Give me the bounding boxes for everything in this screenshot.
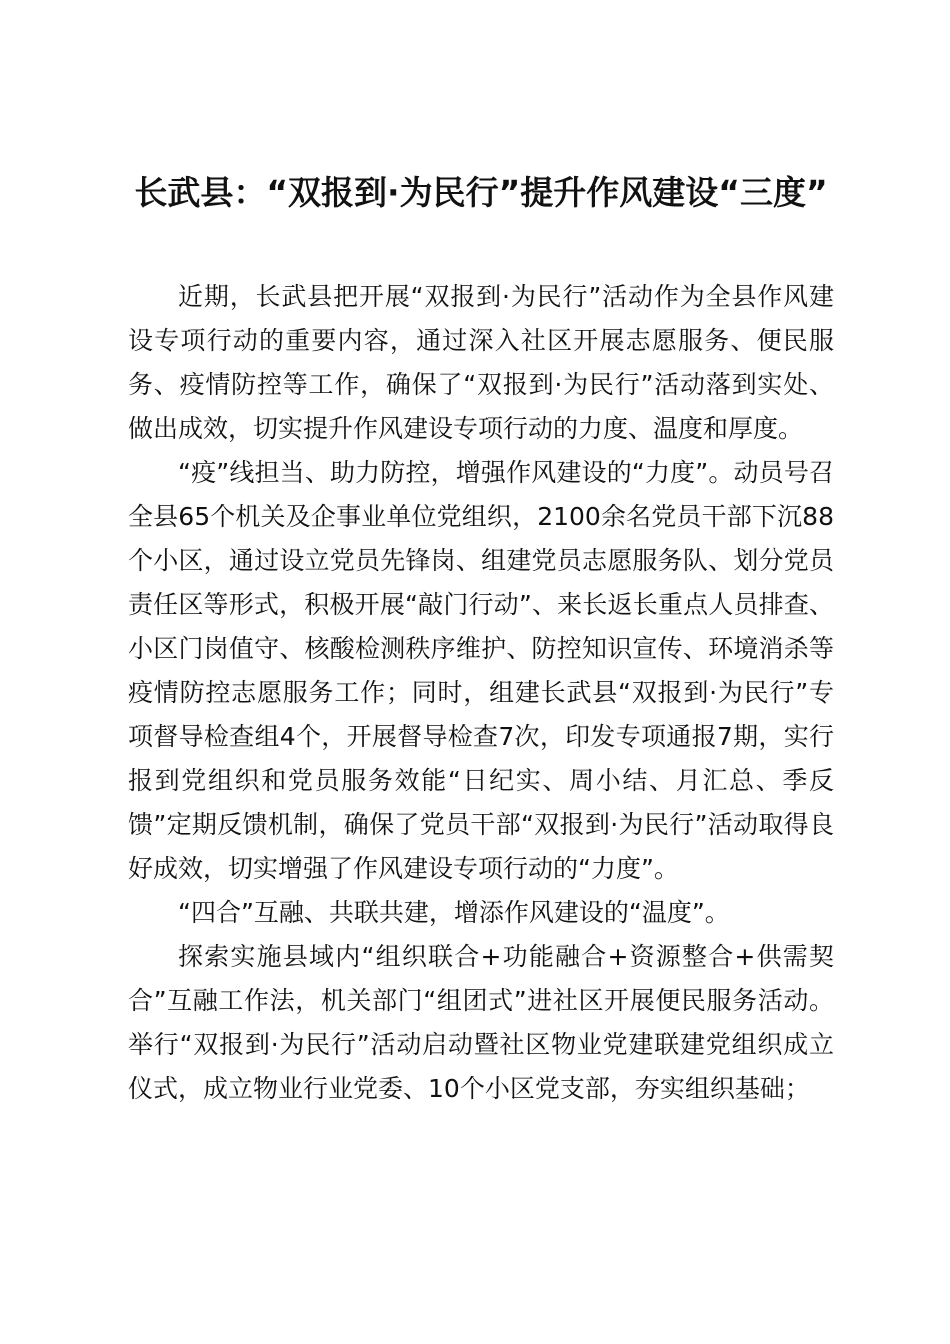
paragraph-intro: 近期，长武县把开展“双报到·为民行”活动作为全县作风建设专项行动的重要内容，通过深入社区开展志愿服务、便民服务、疫情防控等工作，确保了“双报到·为民行”活动落到实处、做出成效，切实提升作风建设专项行动的力度、温度和厚度。	[128, 282, 834, 443]
paragraph-strength: “疫”线担当、助力防控，增强作风建设的“力度”。动员号召全县65个机关及企事业单位党组织，2100余名党员干部下沉88个小区，通过设立党员先锋岗、组建党员志愿服务队、划分党员责任区等形式，积极开展“敲门行动”、来长返长重点人员排查、小区门岗值守、核酸检测秩序维护、防控知识宣传、环境消杀等疫情防控志愿服务工作；同时，组建长武县“双报到·为民行”专项督导检查组4个，开展督导检查7次，印发专项通报7期，实行报到党组织和党员服务效能“日纪实、周小结、月汇总、季反馈”定期反馈机制，确保了党员干部“双报到·为民行”活动取得良好成效，切实增强了作风建设专项行动的“力度”。	[128, 458, 834, 883]
document-body	[128, 275, 834, 1111]
document-title: 长武县：“双报到·为民行”提升作风建设“三度”	[134, 173, 828, 212]
paragraph-warmth-detail: 探索实施县域内“组织联合+功能融合+资源整合+供需契合”互融工作法，机关部门“组团式”进社区开展便民服务活动。举行“双报到·为民行”活动启动暨社区物业党建联建党组织成立仪式，成立物业行业党委、10个小区党支部，夯实组织基础；	[128, 942, 834, 1103]
paragraph-warmth-heading: “四合”互融、共联共建，增添作风建设的“温度”。	[178, 898, 730, 927]
